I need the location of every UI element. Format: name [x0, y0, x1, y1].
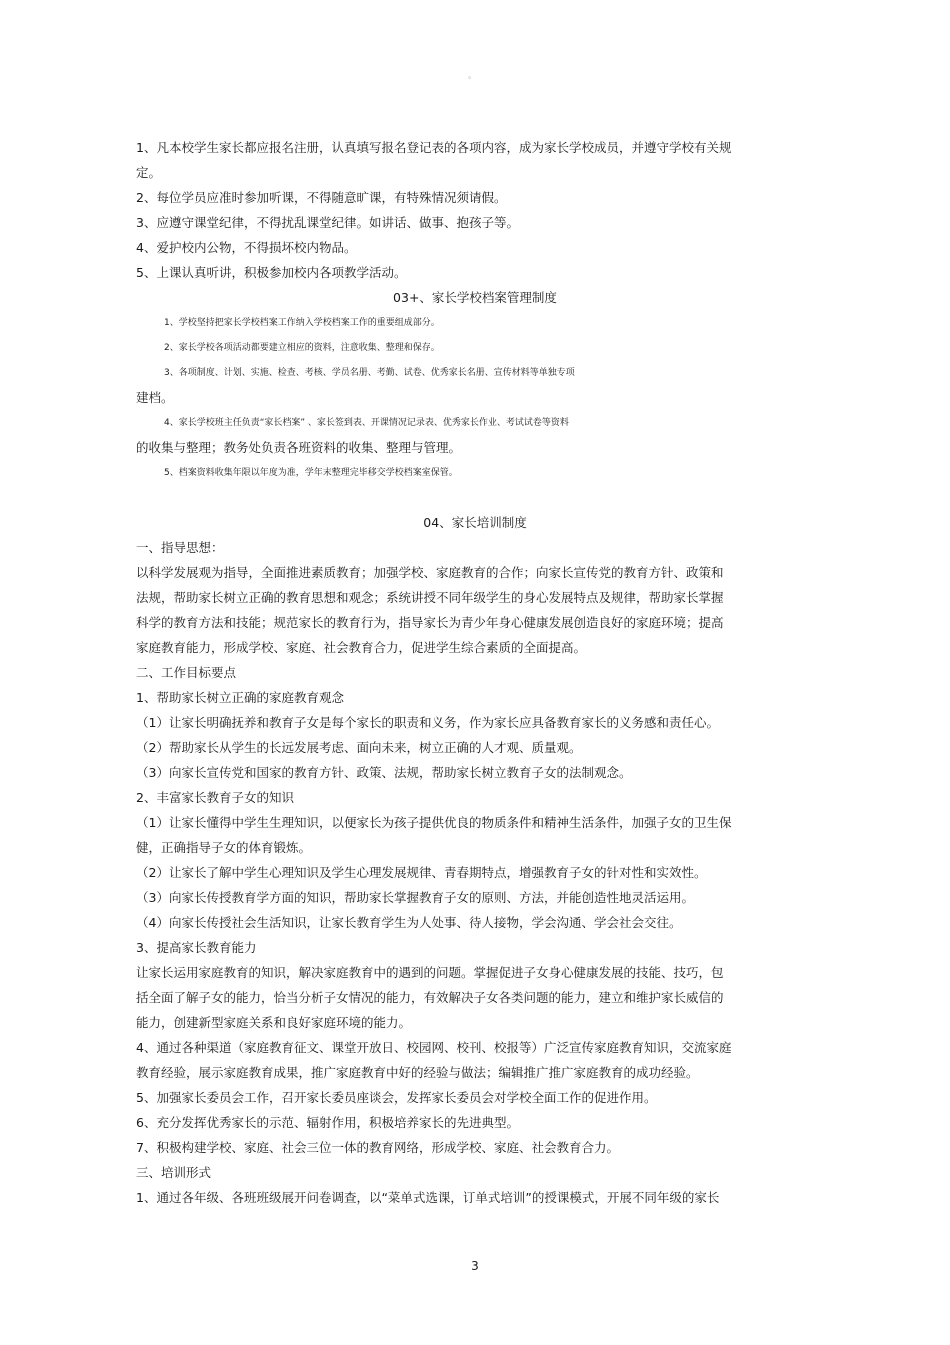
training-line: 7、积极构建学校、家庭、社会三位一体的教育网络，形成学校、家庭、社会教育合力。 — [136, 1140, 619, 1155]
training-line: （1）让家长懂得中学生生理知识，以便家长为孩子提供优良的物质条件和精神生活条件，加强子女的卫生保 — [136, 815, 732, 830]
training-line: 5、加强家长委员会工作，召开家长委员座谈会，发挥家长委员会对学校全面工作的促进作用。 — [136, 1090, 657, 1105]
training-line: 三、培训形式 — [136, 1165, 212, 1180]
training-line: 家庭教育能力，形成学校、家庭、社会教育合力，促进学生综合素质的全面提高。 — [136, 640, 587, 655]
page-number: 3 — [471, 1259, 479, 1273]
training-line: 一、指导思想： — [136, 540, 224, 555]
rule-line: 5、上课认真听讲，积极参加校内各项教学活动。 — [136, 265, 407, 280]
archive-line: 3、各项制度、计划、实施、检查、考核、学员名册、考勤、试卷、优秀家长名册、宣传材料等单独专项 — [164, 368, 575, 378]
rule-line: 2、每位学员应准时参加听课，不得随意旷课，有特殊情况须请假。 — [136, 190, 507, 205]
training-line: 法规，帮助家长树立正确的教育思想和观念；系统讲授不同年级学生的身心发展特点及规律，帮助家长掌握 — [136, 590, 724, 605]
header-mark: 。 — [468, 71, 478, 81]
archive-line: 的收集与整理；教务处负责各班资料的收集、整理与管理。 — [136, 440, 462, 455]
training-line: （3）向家长传授教育学方面的知识，帮助家长掌握教育子女的原则、方法，并能创造性地灵活运用。 — [136, 890, 694, 905]
training-line: 教育经验，展示家庭教育成果，推广家庭教育中好的经验与做法；编辑推广推广家庭教育的成功经验。 — [136, 1065, 699, 1080]
training-line: 4、通过各种渠道（家庭教育征文、课堂开放日、校园网、校刊、校报等）广泛宣传家庭教育知识，交流家庭 — [136, 1040, 732, 1055]
archive-line: 1、学校坚持把家长学校档案工作纳入学校档案工作的重要组成部分。 — [164, 318, 440, 328]
training-line: 以科学发展观为指导，全面推进素质教育；加强学校、家庭教育的合作；向家长宣传党的教育方针、政策和 — [136, 565, 724, 580]
training-line: 能力，创建新型家庭关系和良好家庭环境的能力。 — [136, 1015, 412, 1030]
training-line: 1、帮助家长树立正确的家庭教育观念 — [136, 690, 344, 705]
training-line: 健，正确指导子女的体育锻炼。 — [136, 840, 312, 855]
training-line: 二、工作目标要点 — [136, 665, 237, 680]
training-line: 3、提高家长教育能力 — [136, 940, 257, 955]
training-line: 2、丰富家长教育子女的知识 — [136, 790, 294, 805]
training-line: 括全面了解子女的能力，恰当分析子女情况的能力，有效解决子女各类问题的能力，建立和维护家长威信的 — [136, 990, 724, 1005]
training-line: （2）让家长了解中学生心理知识及学生心理发展规律、青春期特点，增强教育子女的针对性和实效性。 — [136, 865, 707, 880]
archive-line: 2、家长学校各项活动都要建立相应的资料，注意收集、整理和保存。 — [164, 343, 440, 353]
training-line: 让家长运用家庭教育的知识，解决家庭教育中的遇到的问题。掌握促进子女身心健康发展的技能、技巧，包 — [136, 965, 724, 980]
training-line: 6、充分发挥优秀家长的示范、辐射作用，积极培养家长的先进典型。 — [136, 1115, 519, 1130]
training-line: （1）让家长明确抚养和教育子女是每个家长的职责和义务，作为家长应具备教育家长的义务感和责任心。 — [136, 715, 719, 730]
training-line: （4）向家长传授社会生活知识，让家长教育学生为人处事、待人接物，学会沟通、学会社会交往。 — [136, 915, 682, 930]
training-line: （3）向家长宣传党和国家的教育方针、政策、法规，帮助家长树立教育子女的法制观念。 — [136, 765, 632, 780]
rule-line: 3、应遵守课堂纪律，不得扰乱课堂纪律。如讲话、做事、抱孩子等。 — [136, 215, 519, 230]
section-title-archive: 03+、家长学校档案管理制度 — [393, 290, 557, 305]
rule-line: 1、凡本校学生家长都应报名注册，认真填写报名登记表的各项内容，成为家长学校成员，并遵守学校有关规 — [136, 140, 732, 155]
archive-line: 5、档案资料收集年限以年度为准，学年末整理完毕移交学校档案室保管。 — [164, 468, 458, 478]
training-line: 1、通过各年级、各班班级展开问卷调查，以“菜单式选课，订单式培训”的授课模式，开展不同年级的家长 — [136, 1190, 720, 1205]
archive-line: 建档。 — [136, 390, 174, 405]
rule-line: 定。 — [136, 165, 162, 180]
section-title-training: 04、家长培训制度 — [423, 515, 527, 530]
training-line: （2）帮助家长从学生的长远发展考虑、面向未来，树立正确的人才观、质量观。 — [136, 740, 582, 755]
rule-line: 4、爱护校内公物，不得损坏校内物品。 — [136, 240, 357, 255]
training-line: 科学的教育方法和技能；规范家长的教育行为，指导家长为青少年身心健康发展创造良好的家庭环境；提高 — [136, 615, 724, 630]
archive-line: 4、家长学校班主任负责“家长档案” 、家长签到表、开课情况记录表、优秀家长作业、考试试卷等资料 — [164, 418, 569, 428]
